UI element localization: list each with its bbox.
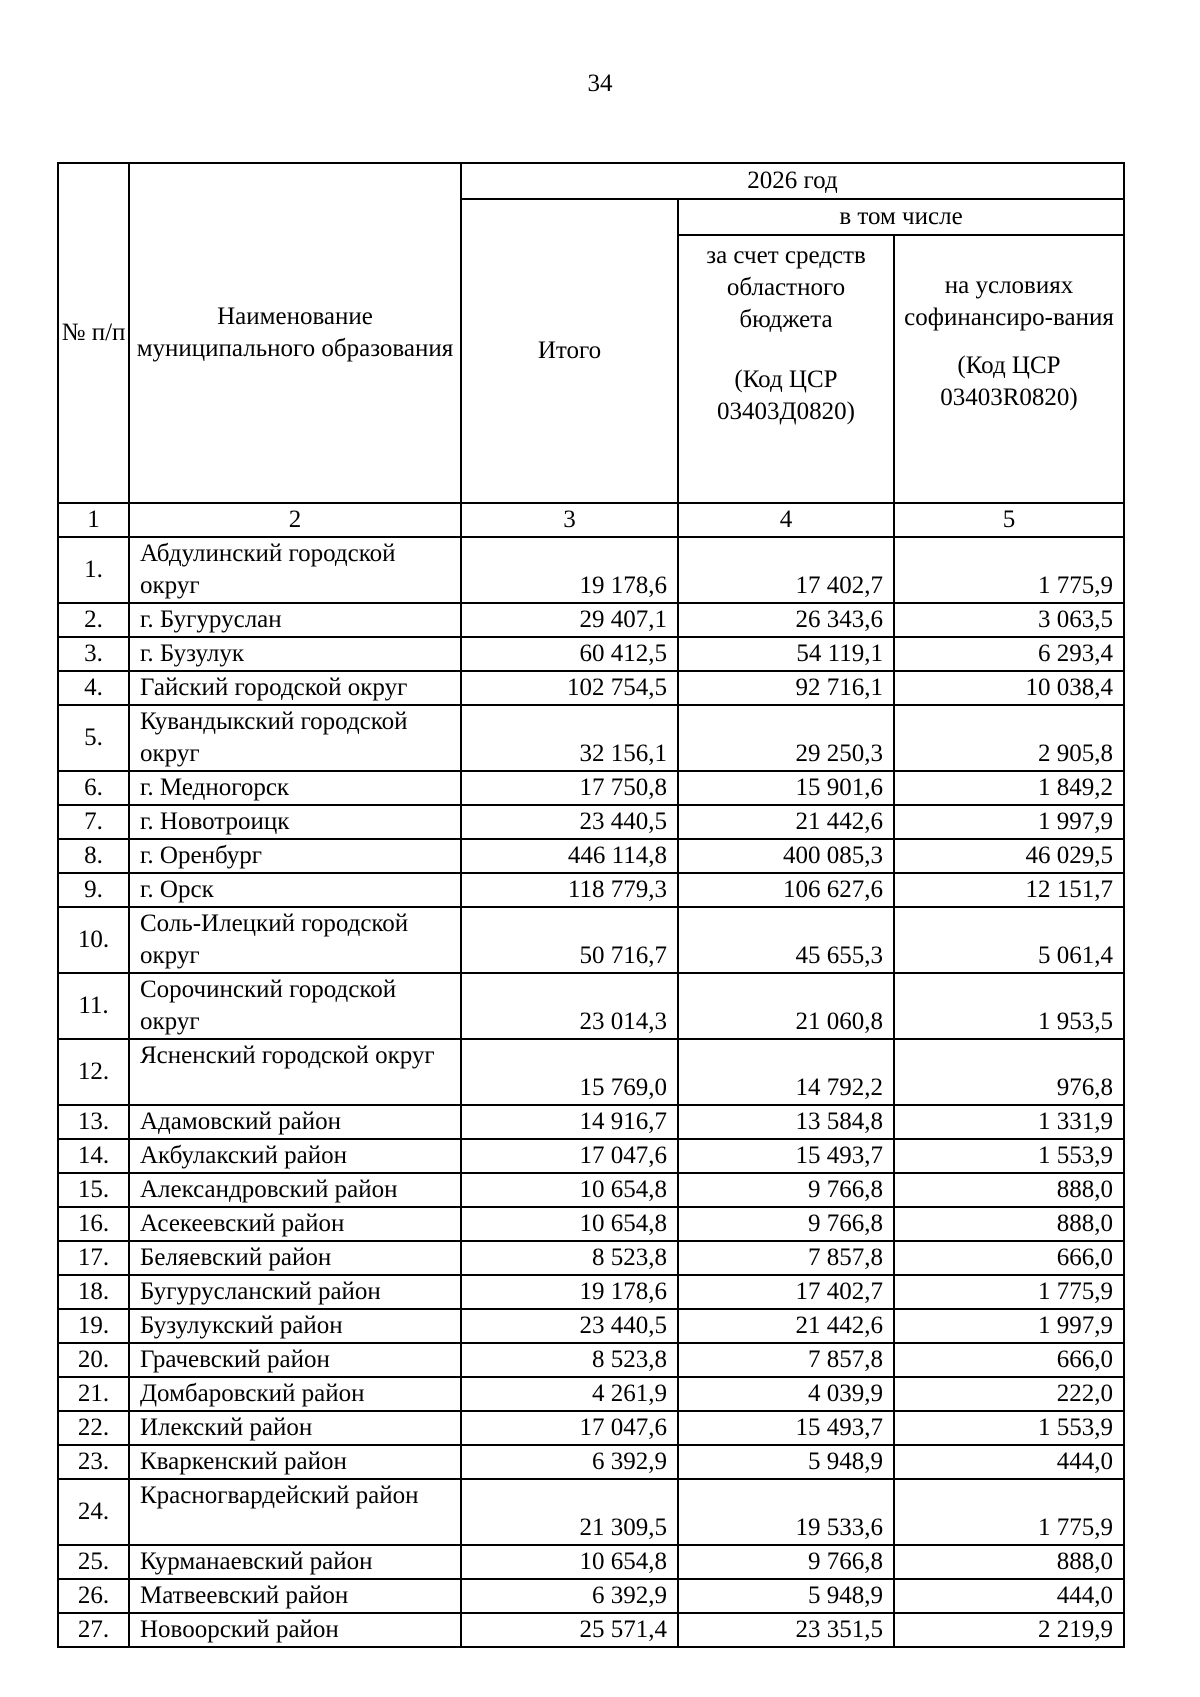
- regional-budget-value: 15 493,7: [678, 1411, 894, 1445]
- municipality-name: Красногвардейский район: [129, 1479, 461, 1545]
- total-value: 102 754,5: [461, 671, 678, 705]
- table-row: [58, 771, 1124, 805]
- header-number: № п/п: [58, 163, 129, 503]
- regional-budget-value: 15 901,6: [678, 771, 894, 805]
- table-row: [58, 1309, 1124, 1343]
- row-number: 23.: [58, 1445, 129, 1479]
- cofinancing-value: 2 219,9: [894, 1613, 1124, 1647]
- header-municipality: Наименование муниципального образования: [129, 163, 461, 503]
- cofinancing-value: 46 029,5: [894, 839, 1124, 873]
- table-row: [58, 637, 1124, 671]
- cofinancing-value: 888,0: [894, 1545, 1124, 1579]
- table-row: [58, 1343, 1124, 1377]
- row-number: 20.: [58, 1343, 129, 1377]
- regional-budget-value: 4 039,9: [678, 1377, 894, 1411]
- row-number: 24.: [58, 1479, 129, 1545]
- row-number: 26.: [58, 1579, 129, 1613]
- total-value: 32 156,1: [461, 705, 678, 771]
- total-value: 19 178,6: [461, 1275, 678, 1309]
- cofinancing-value: 444,0: [894, 1445, 1124, 1479]
- total-value: 8 523,8: [461, 1241, 678, 1275]
- total-value: 60 412,5: [461, 637, 678, 671]
- row-number: 7.: [58, 805, 129, 839]
- header-total: Итого: [461, 199, 678, 503]
- total-value: 118 779,3: [461, 873, 678, 907]
- cofinancing-value: 976,8: [894, 1039, 1124, 1105]
- table-row: [58, 603, 1124, 637]
- cofinancing-value: 3 063,5: [894, 603, 1124, 637]
- total-value: 15 769,0: [461, 1039, 678, 1105]
- regional-budget-value: 15 493,7: [678, 1139, 894, 1173]
- table-body: [58, 537, 1124, 1647]
- municipality-name: г. Медногорск: [129, 771, 461, 805]
- regional-budget-value: 29 250,3: [678, 705, 894, 771]
- municipality-name: Беляевский район: [129, 1241, 461, 1275]
- total-value: 446 114,8: [461, 839, 678, 873]
- cofinancing-value: 2 905,8: [894, 705, 1124, 771]
- regional-budget-value: 17 402,7: [678, 537, 894, 603]
- municipality-name: г. Оренбург: [129, 839, 461, 873]
- table-row: [58, 839, 1124, 873]
- regional-budget-value: 54 119,1: [678, 637, 894, 671]
- row-number: 8.: [58, 839, 129, 873]
- total-value: 6 392,9: [461, 1445, 678, 1479]
- regional-budget-value: 19 533,6: [678, 1479, 894, 1545]
- cofinancing-value: 1 775,9: [894, 537, 1124, 603]
- total-value: 17 047,6: [461, 1139, 678, 1173]
- cofinancing-value: 1 997,9: [894, 1309, 1124, 1343]
- regional-budget-value: 45 655,3: [678, 907, 894, 973]
- cofinancing-value: 666,0: [894, 1343, 1124, 1377]
- municipality-name: Домбаровский район: [129, 1377, 461, 1411]
- cofinancing-value: 1 849,2: [894, 771, 1124, 805]
- regional-budget-value: 21 442,6: [678, 805, 894, 839]
- row-number: 21.: [58, 1377, 129, 1411]
- municipality-name: Бузулукский район: [129, 1309, 461, 1343]
- regional-budget-value: 21 442,6: [678, 1309, 894, 1343]
- table-row: [58, 1275, 1124, 1309]
- total-value: 8 523,8: [461, 1343, 678, 1377]
- row-number: 14.: [58, 1139, 129, 1173]
- municipality-name: Бугурусланский район: [129, 1275, 461, 1309]
- cofinancing-value: 666,0: [894, 1241, 1124, 1275]
- row-number: 12.: [58, 1039, 129, 1105]
- row-number: 3.: [58, 637, 129, 671]
- municipality-name: Кваркенский район: [129, 1445, 461, 1479]
- row-number: 9.: [58, 873, 129, 907]
- header-regional-budget-label: за счет средств областного бюджета: [706, 242, 866, 333]
- cofinancing-value: 888,0: [894, 1173, 1124, 1207]
- total-value: 23 440,5: [461, 805, 678, 839]
- table-row: [58, 1241, 1124, 1275]
- page-number: 34: [587, 70, 613, 97]
- table-row: [58, 1207, 1124, 1241]
- row-number: 2.: [58, 603, 129, 637]
- total-value: 23 440,5: [461, 1309, 678, 1343]
- municipality-name: Сорочинский городской округ: [129, 973, 461, 1039]
- row-number: 27.: [58, 1613, 129, 1647]
- municipality-name: Кувандыкский городской округ: [129, 705, 461, 771]
- table-row: [58, 1377, 1124, 1411]
- municipality-name: Ясненский городской округ: [129, 1039, 461, 1105]
- total-value: 29 407,1: [461, 603, 678, 637]
- cofinancing-value: 10 038,4: [894, 671, 1124, 705]
- regional-budget-value: 9 766,8: [678, 1545, 894, 1579]
- total-value: 10 654,8: [461, 1545, 678, 1579]
- table-row: [58, 973, 1124, 1039]
- municipality-name: Курманаевский район: [129, 1545, 461, 1579]
- regional-budget-value: 7 857,8: [678, 1343, 894, 1377]
- municipality-name: г. Бузулук: [129, 637, 461, 671]
- cofinancing-value: 1 953,5: [894, 973, 1124, 1039]
- table-row: [58, 1411, 1124, 1445]
- municipality-name: г. Бугуруслан: [129, 603, 461, 637]
- row-number: 11.: [58, 973, 129, 1039]
- total-value: 23 014,3: [461, 973, 678, 1039]
- header-including: в том числе: [678, 199, 1124, 235]
- header-cofinancing: [894, 235, 1124, 503]
- cofinancing-value: 222,0: [894, 1377, 1124, 1411]
- cofinancing-value: 5 061,4: [894, 907, 1124, 973]
- table-row: [58, 907, 1124, 973]
- regional-budget-value: 106 627,6: [678, 873, 894, 907]
- regional-budget-value: 21 060,8: [678, 973, 894, 1039]
- row-number: 13.: [58, 1105, 129, 1139]
- cofinancing-value: 6 293,4: [894, 637, 1124, 671]
- cofinancing-value: 1 331,9: [894, 1105, 1124, 1139]
- regional-budget-value: 5 948,9: [678, 1579, 894, 1613]
- municipality-name: Новоорский район: [129, 1613, 461, 1647]
- table-row: [58, 671, 1124, 705]
- municipality-name: Гайский городской округ: [129, 671, 461, 705]
- row-number: 25.: [58, 1545, 129, 1579]
- cofinancing-value: 12 151,7: [894, 873, 1124, 907]
- regional-budget-value: 23 351,5: [678, 1613, 894, 1647]
- column-number-2: 2: [129, 503, 461, 537]
- municipality-name: г. Орск: [129, 873, 461, 907]
- cofinancing-value: 1 553,9: [894, 1139, 1124, 1173]
- table-row: [58, 1105, 1124, 1139]
- total-value: 4 261,9: [461, 1377, 678, 1411]
- row-number: 18.: [58, 1275, 129, 1309]
- header-year: 2026 год: [461, 163, 1124, 199]
- municipality-name: Абдулинский городской округ: [129, 537, 461, 603]
- row-number: 16.: [58, 1207, 129, 1241]
- regional-budget-value: 9 766,8: [678, 1173, 894, 1207]
- cofinancing-value: 888,0: [894, 1207, 1124, 1241]
- header-cofinancing-label: на условиях софинансиро-вания: [904, 272, 1114, 331]
- total-value: 6 392,9: [461, 1579, 678, 1613]
- municipality-name: Соль-Илецкий городской округ: [129, 907, 461, 973]
- row-number: 4.: [58, 671, 129, 705]
- municipality-name: Адамовский район: [129, 1105, 461, 1139]
- regional-budget-value: 92 716,1: [678, 671, 894, 705]
- cofinancing-value: 1 775,9: [894, 1479, 1124, 1545]
- row-number: 15.: [58, 1173, 129, 1207]
- header-regional-budget-code: (Код ЦСР 03403Д0820): [717, 366, 855, 425]
- row-number: 10.: [58, 907, 129, 973]
- row-number: 17.: [58, 1241, 129, 1275]
- table-row: [58, 1545, 1124, 1579]
- municipality-name: Акбулакский район: [129, 1139, 461, 1173]
- total-value: 50 716,7: [461, 907, 678, 973]
- cofinancing-value: 1 553,9: [894, 1411, 1124, 1445]
- cofinancing-value: 1 997,9: [894, 805, 1124, 839]
- total-value: 17 047,6: [461, 1411, 678, 1445]
- table-row: [58, 537, 1124, 603]
- municipality-name: Матвеевский район: [129, 1579, 461, 1613]
- header-cofinancing-code: (Код ЦСР 03403R0820): [940, 352, 1078, 411]
- regional-budget-value: 17 402,7: [678, 1275, 894, 1309]
- header-regional-budget: [678, 235, 894, 503]
- column-number-5: 5: [894, 503, 1124, 537]
- total-value: 14 916,7: [461, 1105, 678, 1139]
- row-number: 22.: [58, 1411, 129, 1445]
- municipality-name: Александровский район: [129, 1173, 461, 1207]
- row-number: 1.: [58, 537, 129, 603]
- table-row: [58, 1579, 1124, 1613]
- total-value: 21 309,5: [461, 1479, 678, 1545]
- regional-budget-value: 400 085,3: [678, 839, 894, 873]
- table-row: [58, 1139, 1124, 1173]
- table-row: [58, 1173, 1124, 1207]
- total-value: 19 178,6: [461, 537, 678, 603]
- row-number: 5.: [58, 705, 129, 771]
- table-row: [58, 805, 1124, 839]
- row-number: 6.: [58, 771, 129, 805]
- table-row: [58, 873, 1124, 907]
- budget-table: [57, 162, 1125, 1648]
- municipality-name: Грачевский район: [129, 1343, 461, 1377]
- regional-budget-value: 9 766,8: [678, 1207, 894, 1241]
- column-number-3: 3: [461, 503, 678, 537]
- regional-budget-value: 13 584,8: [678, 1105, 894, 1139]
- municipality-name: Асекеевский район: [129, 1207, 461, 1241]
- table-row: [58, 705, 1124, 771]
- cofinancing-value: 444,0: [894, 1579, 1124, 1613]
- regional-budget-value: 5 948,9: [678, 1445, 894, 1479]
- column-number-4: 4: [678, 503, 894, 537]
- regional-budget-value: 26 343,6: [678, 603, 894, 637]
- table-row: [58, 1613, 1124, 1647]
- cofinancing-value: 1 775,9: [894, 1275, 1124, 1309]
- table-row: [58, 1479, 1124, 1545]
- table-row: [58, 1445, 1124, 1479]
- column-number-1: 1: [58, 503, 129, 537]
- table-row: [58, 1039, 1124, 1105]
- municipality-name: Илекский район: [129, 1411, 461, 1445]
- regional-budget-value: 14 792,2: [678, 1039, 894, 1105]
- regional-budget-value: 7 857,8: [678, 1241, 894, 1275]
- total-value: 17 750,8: [461, 771, 678, 805]
- total-value: 10 654,8: [461, 1173, 678, 1207]
- total-value: 10 654,8: [461, 1207, 678, 1241]
- total-value: 25 571,4: [461, 1613, 678, 1647]
- row-number: 19.: [58, 1309, 129, 1343]
- municipality-name: г. Новотроицк: [129, 805, 461, 839]
